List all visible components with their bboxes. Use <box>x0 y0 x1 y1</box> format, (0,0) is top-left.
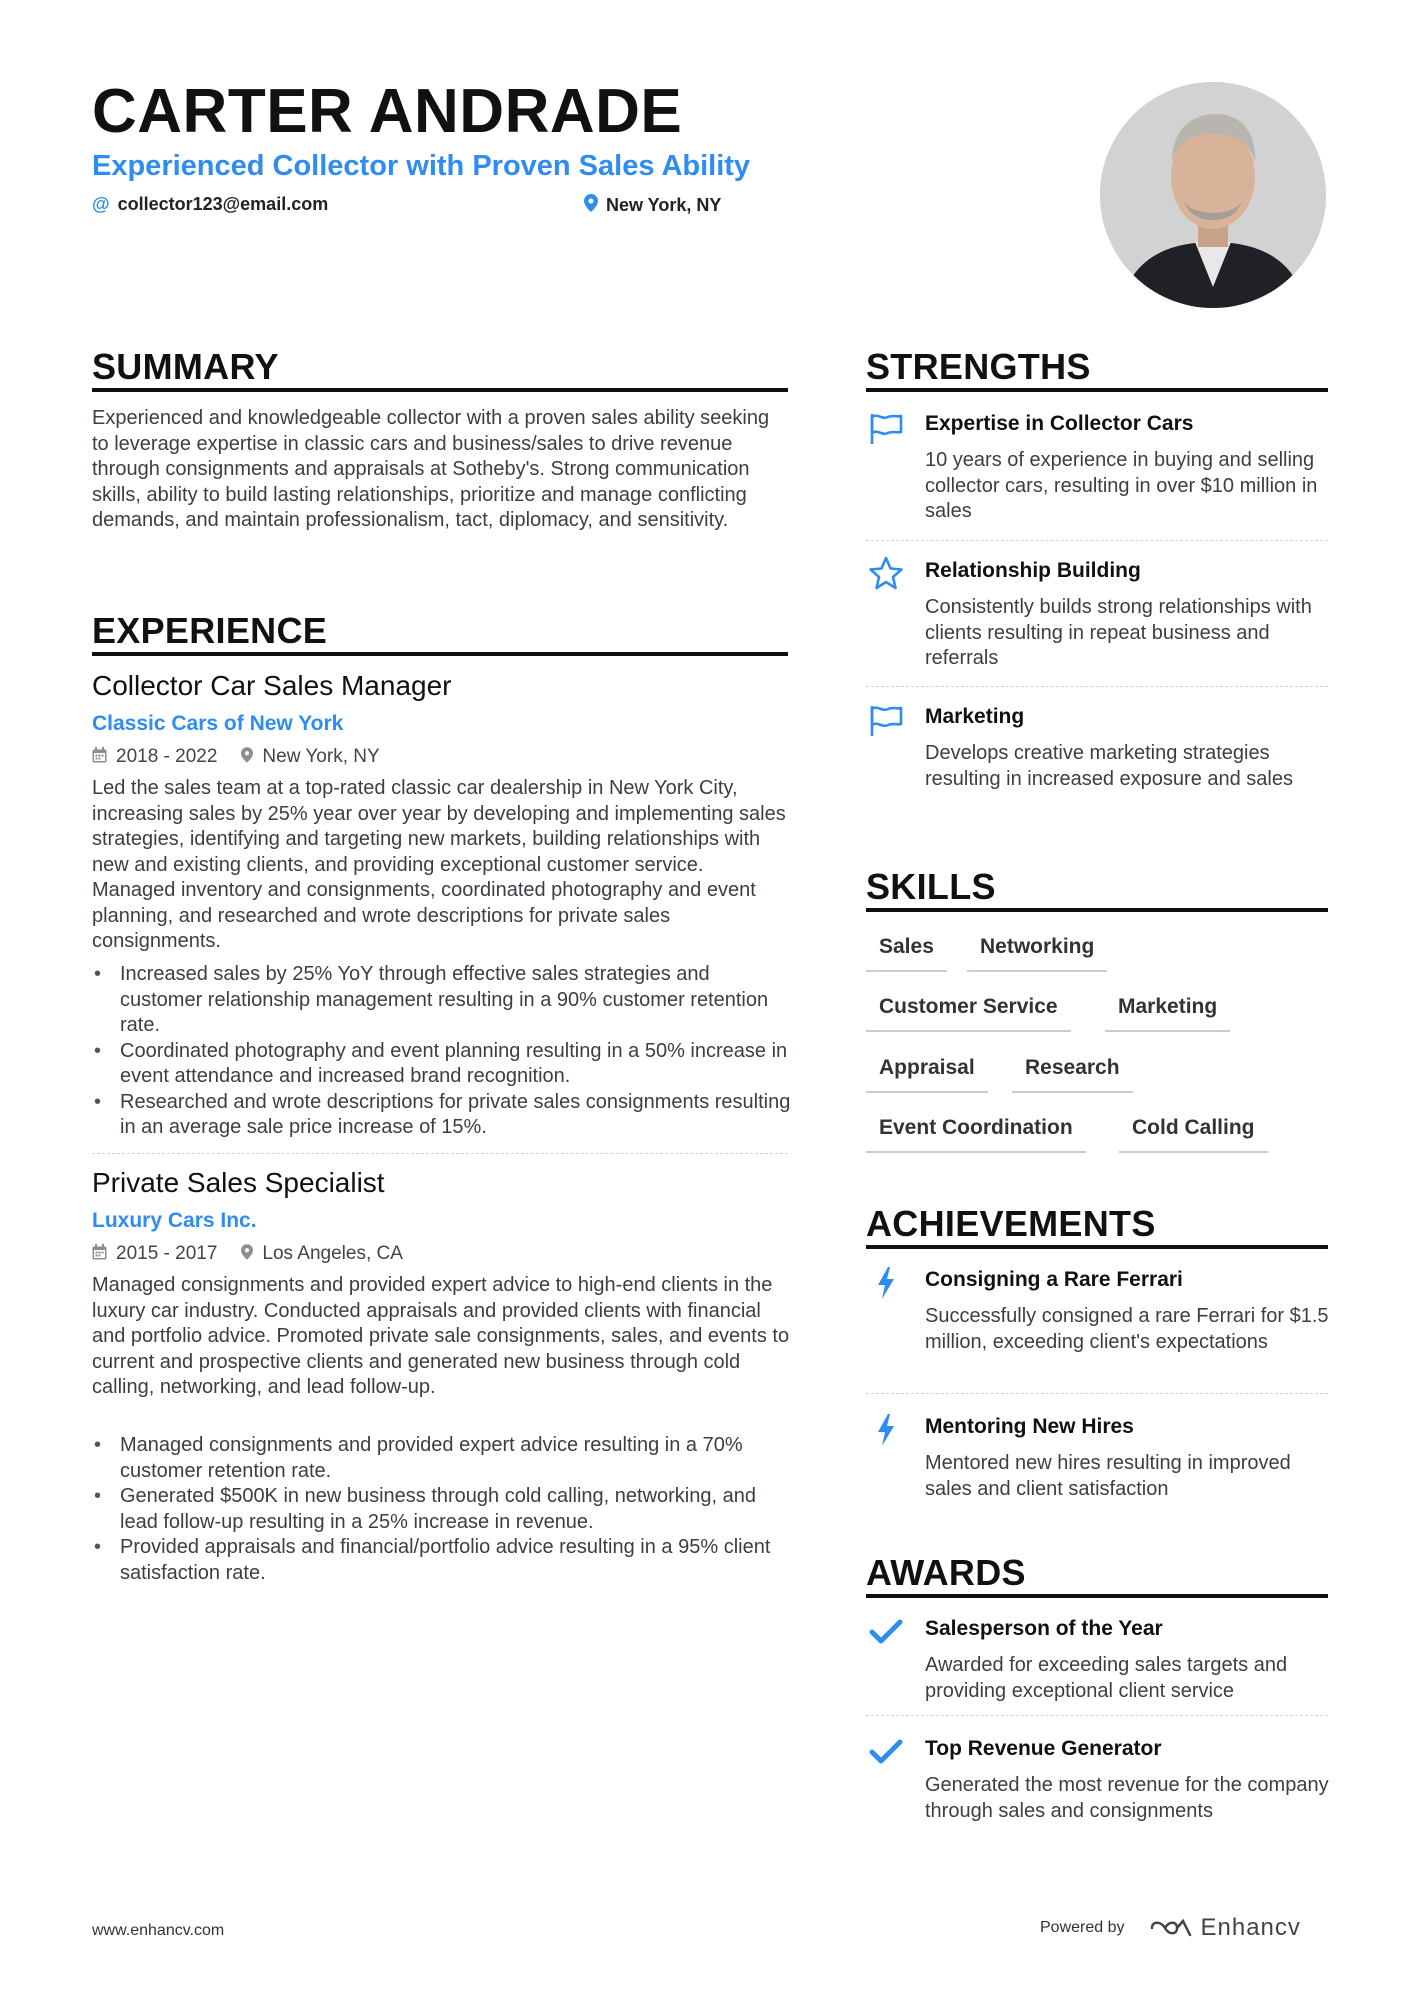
skills-divider <box>866 908 1328 912</box>
strength-desc: Develops creative marketing strategies resulting in increased exposure and sales <box>925 742 1293 790</box>
job-title: Collector Car Sales Manager <box>92 670 452 701</box>
strength-desc: 10 years of experience in buying and selling collector cars, resulting in over $10 million in sales <box>925 449 1318 522</box>
checkmark-icon <box>866 1612 906 1652</box>
strength-divider <box>866 686 1328 687</box>
strengths-heading: STRENGTHS <box>866 346 1091 387</box>
strength-title: Relationship Building <box>925 559 1141 582</box>
strength-title: Marketing <box>925 705 1025 728</box>
achievement-divider <box>866 1393 1328 1394</box>
skill-tag: Event Coordination <box>866 1111 1086 1153</box>
list-item: • Increased sales by 25% YoY through effective sales strategies and customer relationship management resulting in a 90% customer retention rate. <box>92 962 792 1039</box>
summary-divider <box>92 388 788 392</box>
lightning-icon <box>866 1263 906 1303</box>
footer-branding[interactable] <box>1040 1914 1301 1942</box>
map-pin-icon <box>241 1244 253 1265</box>
job-company: Classic Cars of New York <box>92 712 344 735</box>
award-divider <box>866 1715 1328 1716</box>
experience-heading: EXPERIENCE <box>92 610 328 651</box>
skill-tag: Appraisal <box>866 1051 988 1093</box>
skill-tag: Research <box>1012 1051 1133 1093</box>
star-icon <box>866 554 906 594</box>
candidate-name: CARTER ANDRADE <box>92 77 683 146</box>
strengths-divider <box>866 388 1328 392</box>
email-text: collector123@email.com <box>117 194 329 214</box>
enhancv-logo-icon <box>1149 1917 1193 1939</box>
location-text: New York, NY <box>606 195 722 215</box>
award-desc: Generated the most revenue for the company through sales and consignments <box>925 1774 1329 1822</box>
job-dates: 2015 - 2017 <box>116 1243 218 1264</box>
strength-divider <box>866 540 1328 541</box>
achievement-desc: Mentored new hires resulting in improved sales and client satisfaction <box>925 1452 1291 1500</box>
brand-name: Enhancv <box>1200 1914 1301 1941</box>
job-description: Managed consignments and provided expert advice to high-end clients in the luxury car industry. Conducted appraisals and provided clients with financial and portfolio advice. Promoted private sale consignments, sales, and events to current and prospective clients and generated new business through cold calling, networking, and lead follow-up. <box>92 1274 790 1398</box>
achievement-title: Mentoring New Hires <box>925 1415 1134 1438</box>
footer-website[interactable]: www.enhancv.com <box>92 1922 225 1939</box>
job-bullets <box>92 962 792 1141</box>
job-divider <box>92 1153 788 1154</box>
checkmark-icon <box>866 1732 906 1772</box>
map-pin-icon <box>584 194 598 217</box>
awards-divider <box>866 1594 1328 1598</box>
list-item: • Managed consignments and provided expert advice resulting in a 70% customer retention rate. <box>92 1433 792 1484</box>
list-item: • Researched and wrote descriptions for private sales consignments resulting in an average sale price increase of 15%. <box>92 1090 792 1141</box>
job-title: Private Sales Specialist <box>92 1167 385 1198</box>
list-item: • Coordinated photography and event planning resulting in a 50% increase in event attendance and increased brand recognition. <box>92 1039 792 1090</box>
at-icon: @ <box>92 194 110 214</box>
map-pin-icon <box>241 747 253 768</box>
profile-photo <box>1100 82 1326 308</box>
skills-heading: SKILLS <box>866 866 996 907</box>
list-item: • Provided appraisals and financial/portfolio advice resulting in a 95% client satisfaction rate. <box>92 1535 792 1586</box>
calendar-icon <box>92 1244 107 1265</box>
list-item: • Generated $500K in new business through cold calling, networking, and lead follow-up resulting in a 25% increase in revenue. <box>92 1484 792 1535</box>
candidate-tagline: Experienced Collector with Proven Sales Ability <box>92 150 751 182</box>
achievement-desc: Successfully consigned a rare Ferrari for $1.5 million, exceeding client's expectations <box>925 1305 1329 1353</box>
summary-text: Experienced and knowledgeable collector with a proven sales ability seeking to leverage expertise in classic cars and business/sales to drive revenue through consignments and appraisals at Sotheby's. Strong communication skills, ability to build lasting relationships, prioritize and manage conflicting demands, and maintain professionalism, tact, diplomacy, and sensitivity. <box>92 407 770 531</box>
flag-icon <box>866 408 906 448</box>
job-dates: 2018 - 2022 <box>116 746 218 767</box>
enhancv-logo <box>1149 1914 1301 1942</box>
job-bullets <box>92 1433 792 1586</box>
strength-title: Expertise in Collector Cars <box>925 412 1194 435</box>
powered-by-label: Powered by <box>1040 1919 1125 1936</box>
lightning-icon <box>866 1410 906 1450</box>
job-location: New York, NY <box>262 746 380 767</box>
calendar-icon <box>92 747 107 768</box>
strength-desc: Consistently builds strong relationships with clients resulting in repeat business and referrals <box>925 596 1312 669</box>
skill-tag: Marketing <box>1105 990 1230 1032</box>
contact-location <box>584 194 721 217</box>
skill-tag: Sales <box>866 930 947 972</box>
job-description: Led the sales team at a top-rated classic car dealership in New York City, increasing sales by 25% year over year by developing and implementing sales strategies, identifying and targeting new markets, building relationships with new and existing clients, and providing exceptional customer service. Managed inventory and consignments, coordinated photography and event planning, and researched and wrote descriptions for private sales consignments. <box>92 777 786 952</box>
flag-icon <box>866 700 906 740</box>
skill-tag: Customer Service <box>866 990 1071 1032</box>
skill-tag: Cold Calling <box>1119 1111 1268 1153</box>
job-meta <box>92 1243 403 1265</box>
award-title: Salesperson of the Year <box>925 1617 1163 1640</box>
achievements-divider <box>866 1245 1328 1249</box>
experience-divider <box>92 652 788 656</box>
award-title: Top Revenue Generator <box>925 1737 1162 1760</box>
job-location: Los Angeles, CA <box>262 1243 403 1264</box>
summary-heading: SUMMARY <box>92 346 279 387</box>
achievement-title: Consigning a Rare Ferrari <box>925 1268 1183 1291</box>
job-meta <box>92 746 380 768</box>
skill-tag: Networking <box>967 930 1107 972</box>
achievements-heading: ACHIEVEMENTS <box>866 1203 1156 1244</box>
award-desc: Awarded for exceeding sales targets and providing exceptional client service <box>925 1654 1288 1702</box>
job-company: Luxury Cars Inc. <box>92 1209 257 1232</box>
contact-email[interactable] <box>92 194 328 215</box>
awards-heading: AWARDS <box>866 1552 1026 1593</box>
